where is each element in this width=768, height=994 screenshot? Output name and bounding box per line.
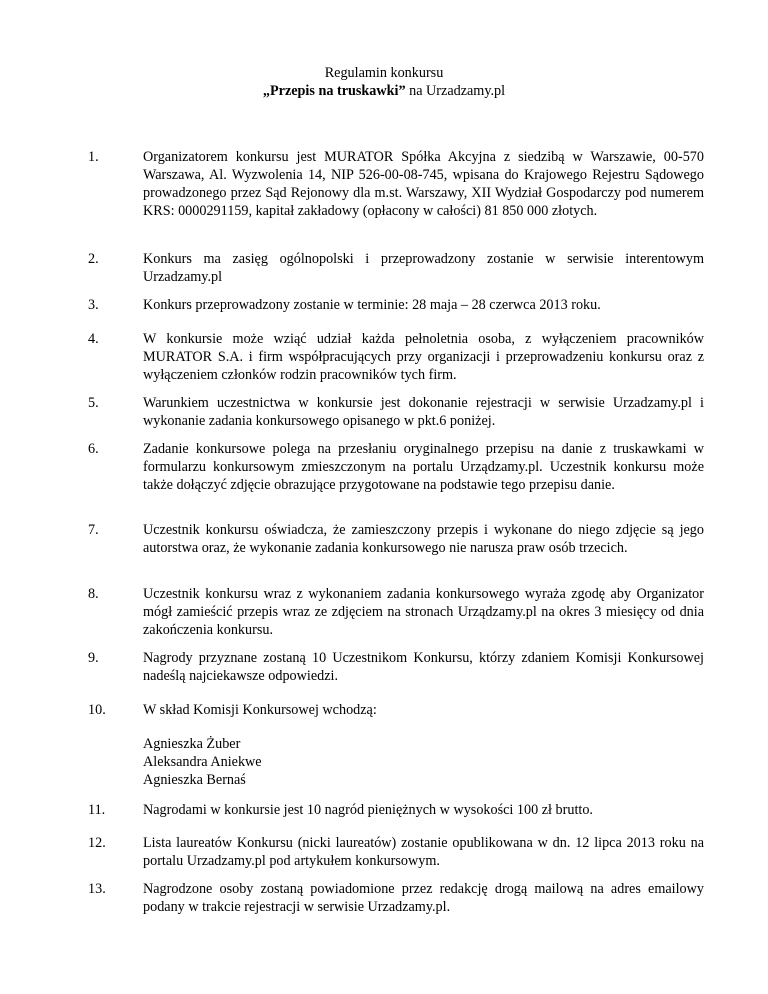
rule-text: Nagrody przyznane zostaną 10 Uczestnikom Konkursu, którzy zdaniem Komisji Konkursowej nadeślą najciekawsze odpowiedzi. <box>143 650 704 684</box>
document-subtitle <box>0 82 768 100</box>
rule-number: 9. <box>88 650 99 666</box>
rule-number: 8. <box>88 586 99 602</box>
rule-text: Nagrodami w konkursie jest 10 nagród pieniężnych w wysokości 100 zł brutto. <box>143 802 593 818</box>
rule-text: Zadanie konkursowe polega na przesłaniu oryginalnego przepisu na danie z truskawkami w formularzu konkursowym zmieszczonym na portalu Urządzamy.pl. Uczestnik konkursu może także dołączyć zdjęcie obrazujące przygotowane na podstawie tego przepisu danie. <box>143 441 704 493</box>
committee-member: Agnieszka Żuber <box>143 736 241 752</box>
rule-text: Uczestnik konkursu wraz z wykonaniem zadania konkursowego wyraża zgodę aby Organizator mógł zamieścić przepis wraz ze zdjęciem na stronach Urządzamy.pl na okres 3 miesięcy od dnia zakończenia konkursu. <box>143 586 704 638</box>
committee-member: Aleksandra Aniekwe <box>143 754 262 770</box>
rule-text: Uczestnik konkursu oświadcza, że zamieszczony przepis i wykonane do niego zdjęcie są jego autorstwa oraz, że wykonanie zadania konkursowego nie narusza praw osób trzecich. <box>143 522 704 556</box>
rule-number: 11. <box>88 802 106 818</box>
rule-text: Lista laureatów Konkursu (nicki laureatów) zostanie opublikowana w dn. 12 lipca 2013 roku na portalu Urzadzamy.pl pod artykułem konkursowym. <box>143 835 704 869</box>
committee-members-list <box>143 735 443 789</box>
rule-number: 1. <box>88 149 99 165</box>
document-header <box>0 64 768 100</box>
committee-member: Agnieszka Bernaś <box>143 772 246 788</box>
rule-text: W skład Komisji Konkursowej wchodzą: <box>143 702 377 718</box>
rule-number: 7. <box>88 522 99 538</box>
rule-number: 10. <box>88 702 106 718</box>
rule-text: Konkurs ma zasięg ogólnopolski i przeprowadzony zostanie w serwisie interentowym Urzadzamy.pl <box>143 251 704 285</box>
rule-number: 6. <box>88 441 99 457</box>
subtitle-site: na Urzadzamy.pl <box>405 83 506 99</box>
rule-text: Warunkiem uczestnictwa w konkursie jest dokonanie rejestracji w serwisie Urzadzamy.pl i wykonanie zadania konkursowego opisanego w pkt.6 poniżej. <box>143 395 704 429</box>
rule-text: Nagrodzone osoby zostaną powiadomione przez redakcję drogą mailową na adres emailowy podany w trakcie rejestracji w serwisie Urzadzamy.pl. <box>143 881 704 915</box>
rule-text: Konkurs przeprowadzony zostanie w terminie: 28 maja – 28 czerwca 2013 roku. <box>143 297 601 313</box>
rule-number: 3. <box>88 297 99 313</box>
rule-number: 4. <box>88 331 99 347</box>
rule-number: 12. <box>88 835 106 851</box>
rule-text: W konkursie może wziąć udział każda pełnoletnia osoba, z wyłączeniem pracowników MURATOR S.A. i firm współpracujących przy organizacji i przeprowadzeniu konkursu oraz z wyłączeniem członków rodzin pracowników tych firm. <box>143 331 704 383</box>
document-title: Regulamin konkursu <box>324 65 444 81</box>
rule-number: 13. <box>88 881 106 897</box>
rule-text: Organizatorem konkursu jest MURATOR Spółka Akcyjna z siedzibą w Warszawie, 00-570 Warszawa, Al. Wyzwolenia 14, NIP 526-00-08-745, wpisana do Krajowego Rejestru Sądowego prowadzonego przez Sąd Rejonowy dla m.st. Warszawy, XII Wydział Gospodarczy pod numerem KRS: 0000291159, kapitał zakładowy (opłacony w całości) 81 850 000 złotych. <box>143 149 704 219</box>
contest-name: „Przepis na truskawki” <box>262 83 406 99</box>
rule-number: 5. <box>88 395 99 411</box>
rule-number: 2. <box>88 251 99 267</box>
